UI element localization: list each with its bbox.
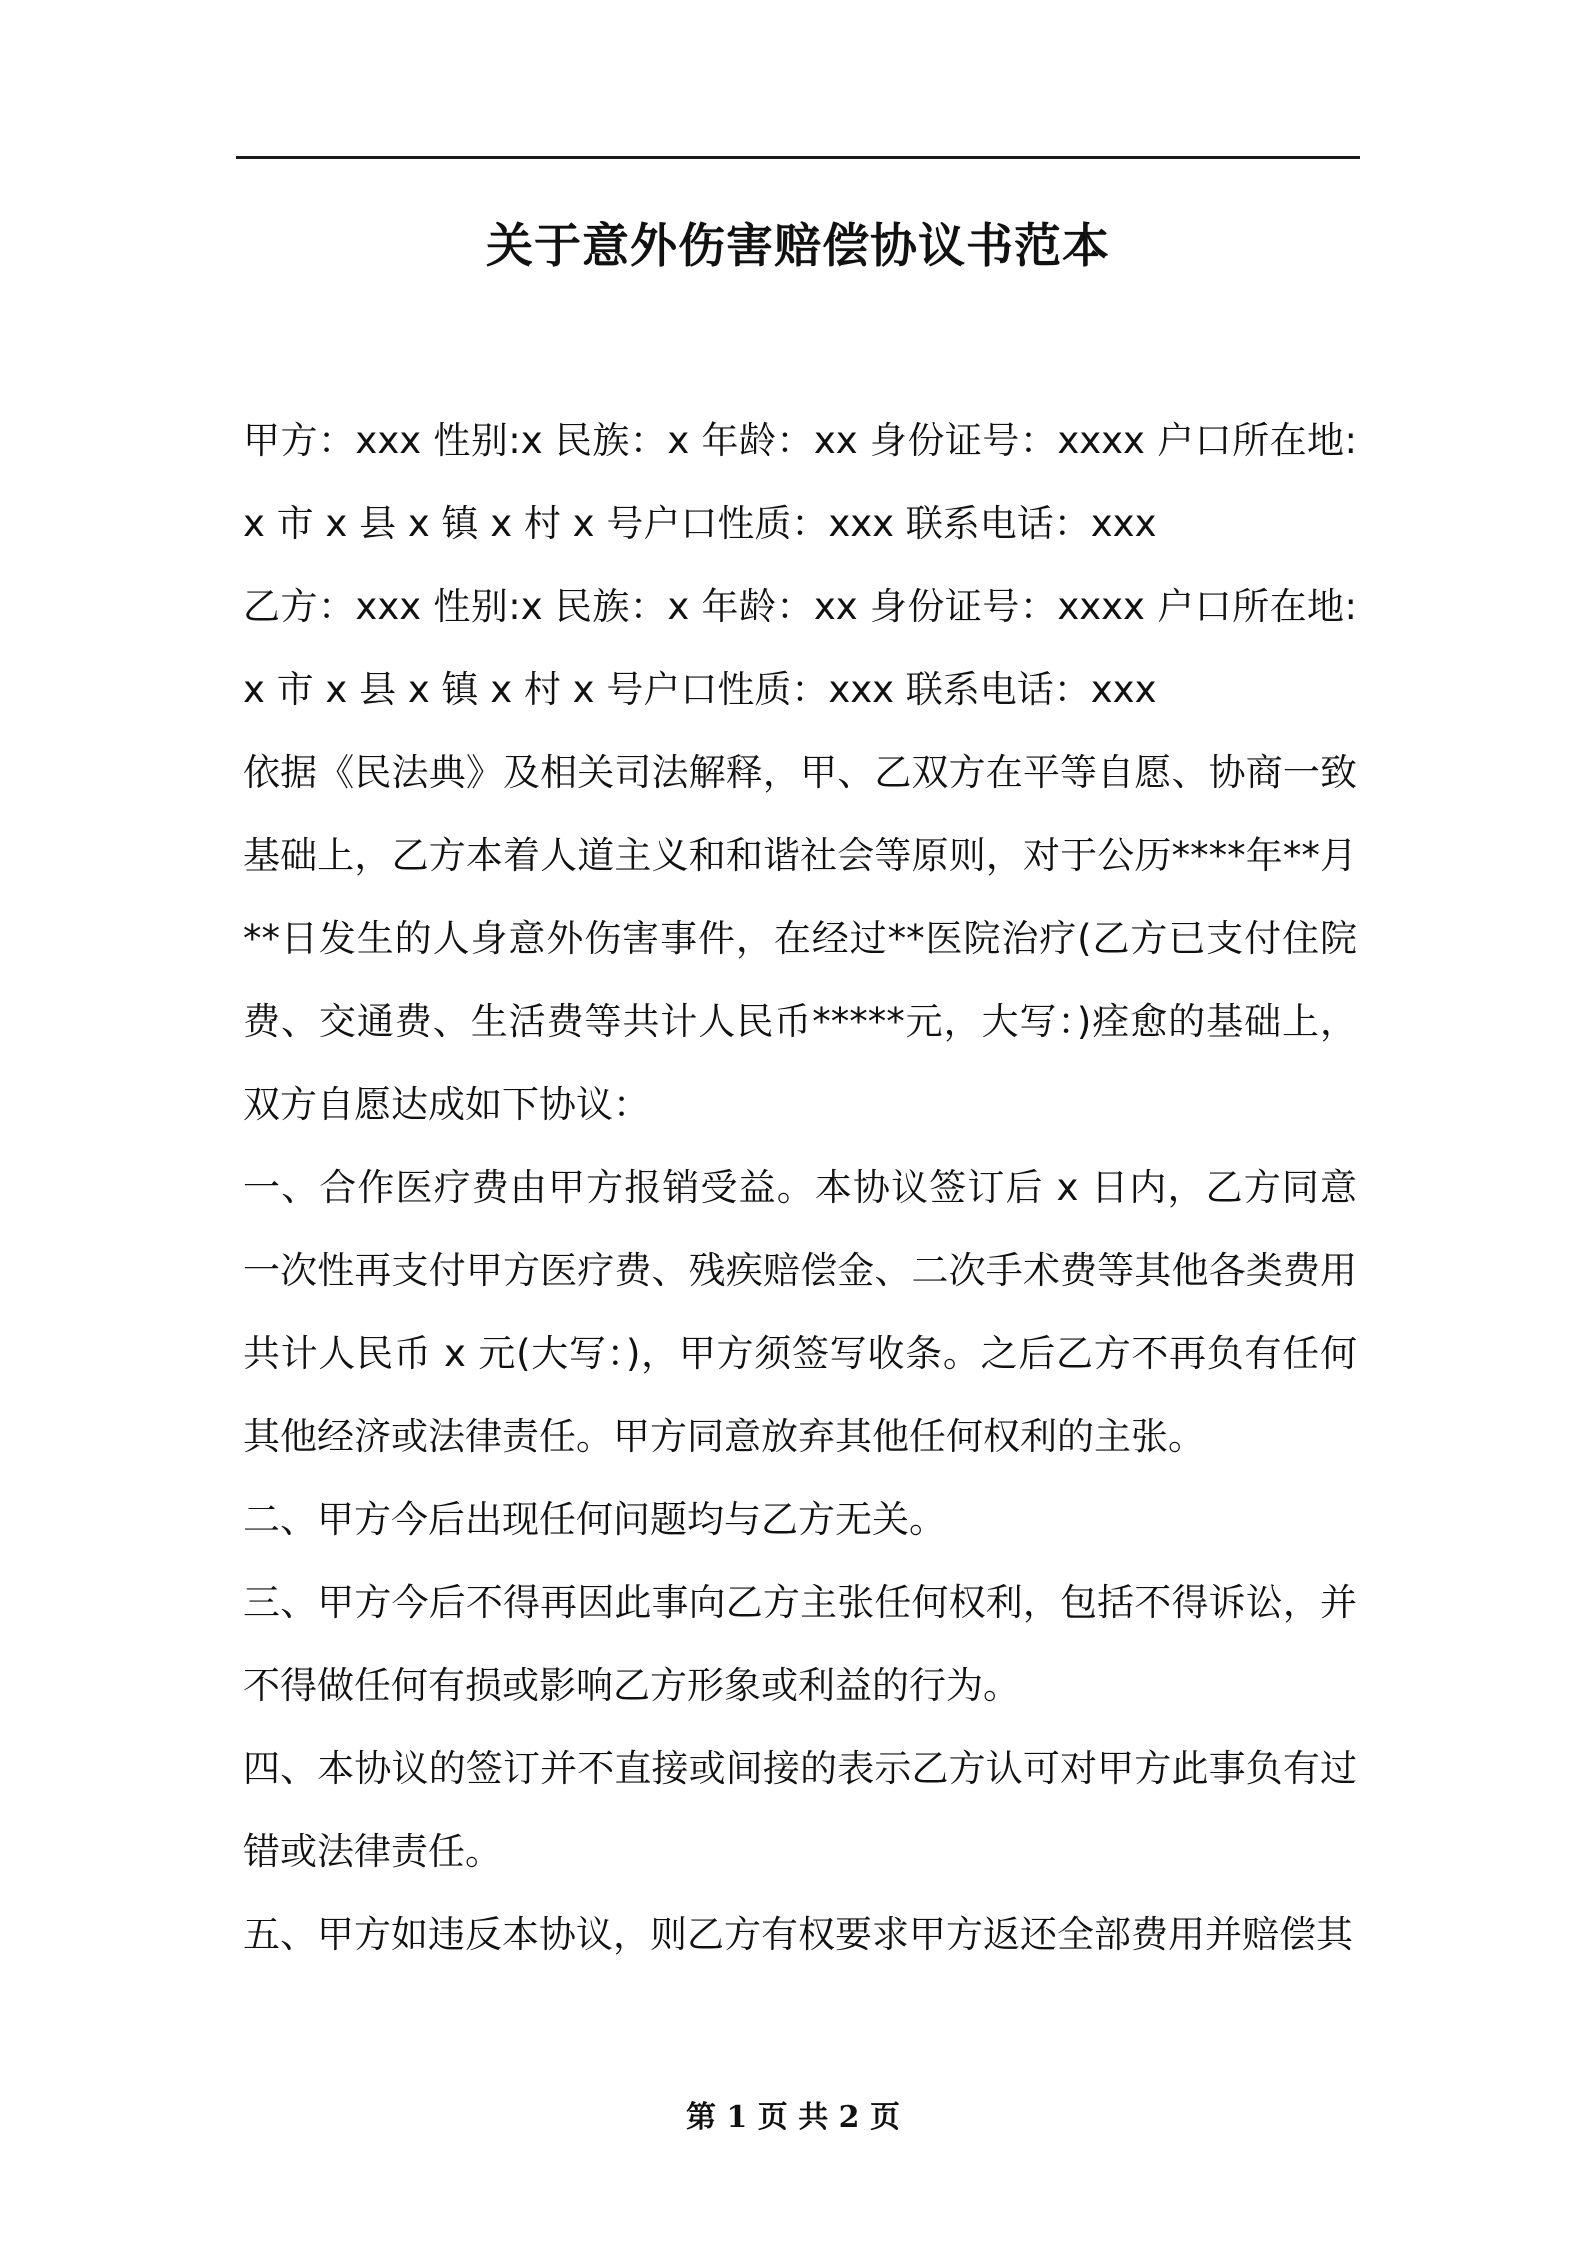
party-a-info: 甲方：xxx 性别:x 民族：x 年龄：xx 身份证号：xxxx 户口所在地:x 市 x 县 x 镇 x 村 x 号户口性质：xxx 联系电话：xxx bbox=[243, 419, 1357, 545]
clause-4: 四、本协议的签订并不直接或间接的表示乙方认可对甲方此事负有过错或法律责任。 bbox=[243, 1747, 1357, 1873]
document-title: 关于意外伤害赔偿协议书范本 bbox=[486, 219, 1110, 274]
header-rule bbox=[236, 156, 1360, 159]
clause-2: 二、甲方今后出现任何问题均与乙方无关。 bbox=[243, 1498, 946, 1541]
clause-5: 五、甲方如违反本协议，则乙方有权要求甲方返还全部费用并赔偿其 bbox=[243, 1913, 1353, 1956]
preamble-paragraph: 依据《民法典》及相关司法解释，甲、乙双方在平等自愿、协商一致基础上，乙方本着人道主义和和谐社会等原则，对于公历****年**月**日发生的人身意外伤害事件，在经过**医院治疗(乙方已支付住院费、交通费、生活费等共计人民币*****元，大写：)痊愈的基础上，双方自愿达成如下协议： bbox=[243, 751, 1357, 1126]
clause-3: 三、甲方今后不得再因此事向乙方主张任何权利，包括不得诉讼，并不得做任何有损或影响乙方形象或利益的行为。 bbox=[243, 1581, 1357, 1707]
clause-1: 一、合作医疗费由甲方报销受益。本协议签订后 x 日内，乙方同意一次性再支付甲方医疗费、残疾赔偿金、二次手术费等其他各类费用共计人民币 x 元(大写：)，甲方须签写收条。之后乙方不再负有任何其他经济或法律责任。甲方同意放弃其他任何权利的主张。 bbox=[243, 1166, 1357, 1458]
page-indicator: 第 1 页 共 2 页 bbox=[686, 2100, 900, 2135]
party-b-info: 乙方：xxx 性别:x 民族：x 年龄：xx 身份证号：xxxx 户口所在地:x 市 x 县 x 镇 x 村 x 号户口性质：xxx 联系电话：xxx bbox=[243, 585, 1357, 711]
document-body bbox=[243, 399, 1357, 1976]
